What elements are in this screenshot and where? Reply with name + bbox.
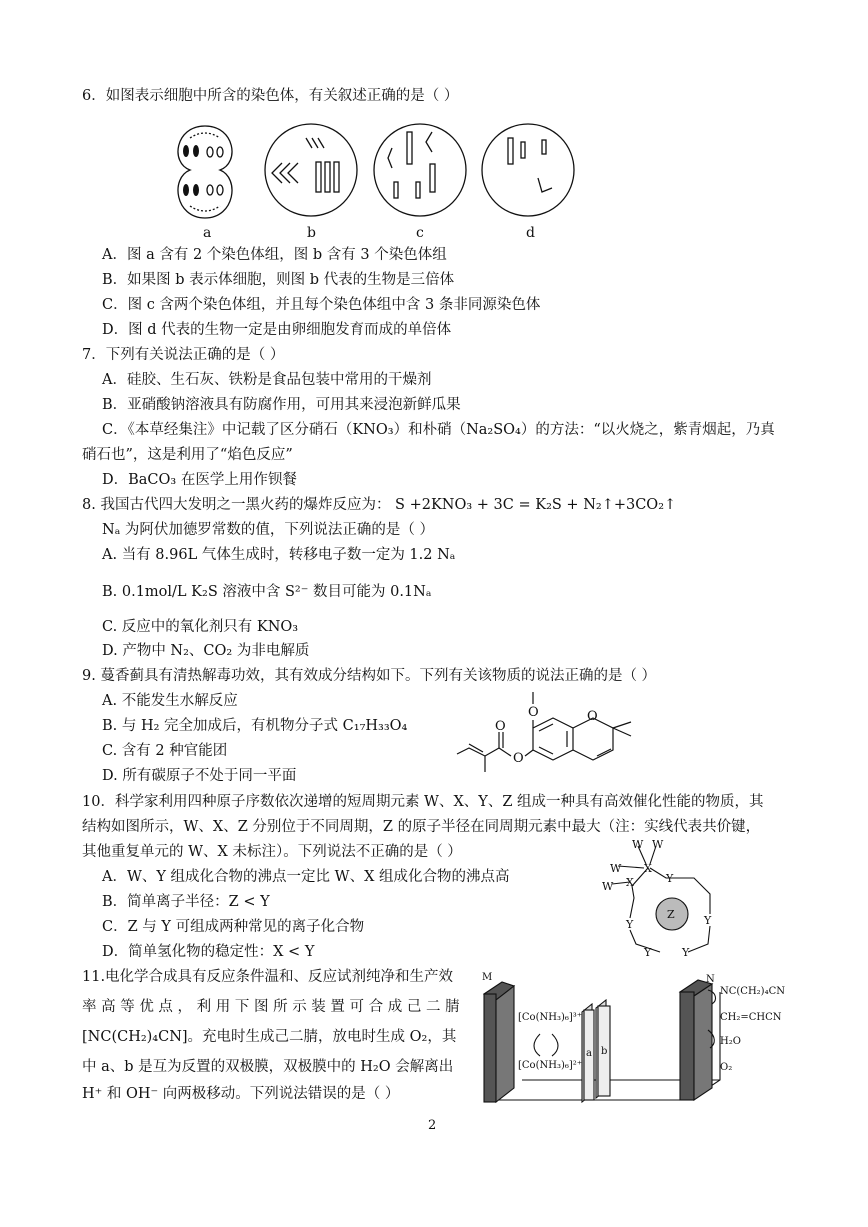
y-label-1: Y (666, 872, 674, 885)
fig-label-a: a (203, 225, 212, 241)
q11-line-4: 中 a、b 是互为反置的双极膜，双极膜中的 H₂O 会解离出 (82, 1059, 454, 1075)
q11-line-5: H⁺ 和 OH⁻ 向两极移动。下列说法错误的是（ ） (82, 1086, 400, 1102)
q8-option-b: B. 0.1mol/L K₂S 溶液中含 S²⁻ 数目可能为 0.1Nₐ (102, 584, 432, 600)
svg-text:O: O (587, 709, 598, 724)
q8-stem2: Nₐ 为阿伏加德罗常数的值，下列说法正确的是（ ） (102, 522, 434, 538)
q9-option-b: B. 与 H₂ 完全加成后，有机物分子式 C₁₇H₃₃O₄ (102, 718, 408, 734)
q11-electrolysis-figure (480, 972, 790, 1112)
svg-text:O: O (513, 751, 524, 766)
q6-stem: 6．如图表示细胞中所含的染色体，有关叙述正确的是（ ） (82, 88, 459, 104)
cell-a (178, 126, 232, 218)
w-label-4: W (602, 880, 614, 893)
q11-line-1: 11.电化学合成具有反应条件温和、反应试剂纯净和生产效 (82, 969, 454, 985)
svg-text:O: O (528, 705, 539, 720)
cell-c (374, 124, 466, 216)
q6-option-c: C．图 c 含两个染色体组，并且每个染色体组中含 3 条非同源染色体 (102, 297, 541, 313)
q10-stem-3: 其他重复单元的 W、X 未标注）。下列说法不正确的是（ ） (82, 844, 462, 860)
q10-option-b: B．简单离子半径：Z < Y (102, 894, 270, 910)
x-label-2: X (626, 876, 634, 889)
cobalt-2-label: [Co(NH₃)₆]²⁺ (518, 1060, 583, 1071)
q10-option-c: C．Z 与 Y 可组成两种常见的离子化合物 (102, 919, 365, 935)
q7-stem: 7．下列有关说法正确的是（ ） (82, 347, 285, 363)
q7-option-c-cont: 硝石也”，这是利用了“焰色反应” (82, 447, 293, 463)
cell-d (482, 124, 574, 216)
water-label: H₂O (720, 1036, 741, 1047)
q9-option-a: A. 不能发生水解反应 (102, 693, 238, 709)
q9-structure-figure (455, 690, 655, 782)
z-label: Z (667, 908, 675, 921)
q8-stem: 8. 我国古代四大发明之一黑火药的爆炸反应为： S +2KNO₃ + 3C = K₂S + N₂↑+3CO₂↑ (82, 497, 677, 513)
q10-stem-2: 结构如图所示，W、X、Z 分别位于不同周期，Z 的原子半径在同周期元素中最大（注：实线代表共价键， (82, 819, 761, 835)
fig-label-b: b (307, 225, 316, 241)
q10-option-d: D．简单氢化物的稳定性：X < Y (102, 944, 315, 960)
x-label-1: X (644, 862, 652, 875)
cobalt-3-label: [Co(NH₃)₆]³⁺ (518, 1012, 583, 1023)
electrode-m-label: M (482, 972, 493, 983)
q6-option-d: D．图 d 代表的生物一定是由卵细胞发育而成的单倍体 (102, 322, 452, 338)
q6-option-b: B．如果图 b 表示体细胞，则图 b 代表的生物是三倍体 (102, 272, 455, 288)
q7-option-a: A．硅胶、生石灰、铁粉是食品包装中常用的干燥剂 (102, 372, 432, 388)
y-label-4: Y (682, 946, 690, 959)
q10-stem-1: 10．科学家利用四种原子序数依次递增的短周期元素 W、X、Y、Z 组成一种具有高效催化性能的物质，其 (82, 794, 764, 810)
q8-option-a: A. 当有 8.96L 气体生成时，转移电子数一定为 1.2 Nₐ (102, 547, 456, 563)
q7-option-b: B．亚硝酸钠溶液具有防腐作用，可用其来浸泡新鲜瓜果 (102, 397, 461, 413)
q7-option-d: D．BaCO₃ 在医学上用作钡餐 (102, 472, 297, 488)
acrylonitrile-label: CH₂=CHCN (720, 1012, 782, 1023)
q10-option-a: A．W、Y 组成化合物的沸点一定比 W、X 组成化合物的沸点高 (102, 869, 510, 885)
q7-option-c: C．《本草经集注》中记载了区分硝石（KNO₃）和朴硝（Na₂SO₄）的方法：“以火烧之，紫青烟起，乃真 (102, 422, 775, 438)
w-label-1: W (632, 840, 644, 851)
q11-line-2: 率 高 等 优 点 ， 利 用 下 图 所 示 装 置 可 合 成 己 二 腈 (82, 999, 460, 1015)
q6-option-a: A．图 a 含有 2 个染色体组，图 b 含有 3 个染色体组 (102, 247, 447, 263)
cell-b (265, 124, 357, 216)
fig-label-c: c (416, 225, 424, 241)
q9-option-c: C. 含有 2 种官能团 (102, 743, 228, 759)
oxygen-label: O₂ (720, 1062, 733, 1073)
y-label-5: Y (644, 946, 652, 959)
membrane-b-label: b (601, 1046, 608, 1057)
fig-label-d: d (526, 225, 535, 241)
q8-option-d: D. 产物中 N₂、CO₂ 为非电解质 (102, 643, 310, 659)
y-label-2: Y (704, 914, 712, 927)
q9-stem: 9. 蔓香蓟具有清热解毒功效，其有效成分结构如下。下列有关该物质的说法正确的是（ ） (82, 668, 657, 684)
y-label-3: Y (626, 918, 634, 931)
page-number: 2 (428, 1118, 437, 1133)
q6-chromosome-figure (160, 118, 580, 224)
w-label-2: W (652, 840, 664, 851)
q11-line-3: [NC(CH₂)₄CN]。充电时生成己二腈，放电时生成 O₂，其 (82, 1029, 457, 1045)
svg-text:O: O (495, 719, 506, 734)
membrane-a-label: a (586, 1048, 592, 1059)
electrode-n-label: N (706, 974, 715, 985)
w-label-3: W (610, 862, 622, 875)
q10-structure-figure (600, 840, 740, 968)
adiponitrile-label: NC(CH₂)₄CN (720, 986, 785, 997)
q8-option-c: C. 反应中的氧化剂只有 KNO₃ (102, 619, 299, 635)
q9-option-d: D. 所有碳原子不处于同一平面 (102, 768, 297, 784)
